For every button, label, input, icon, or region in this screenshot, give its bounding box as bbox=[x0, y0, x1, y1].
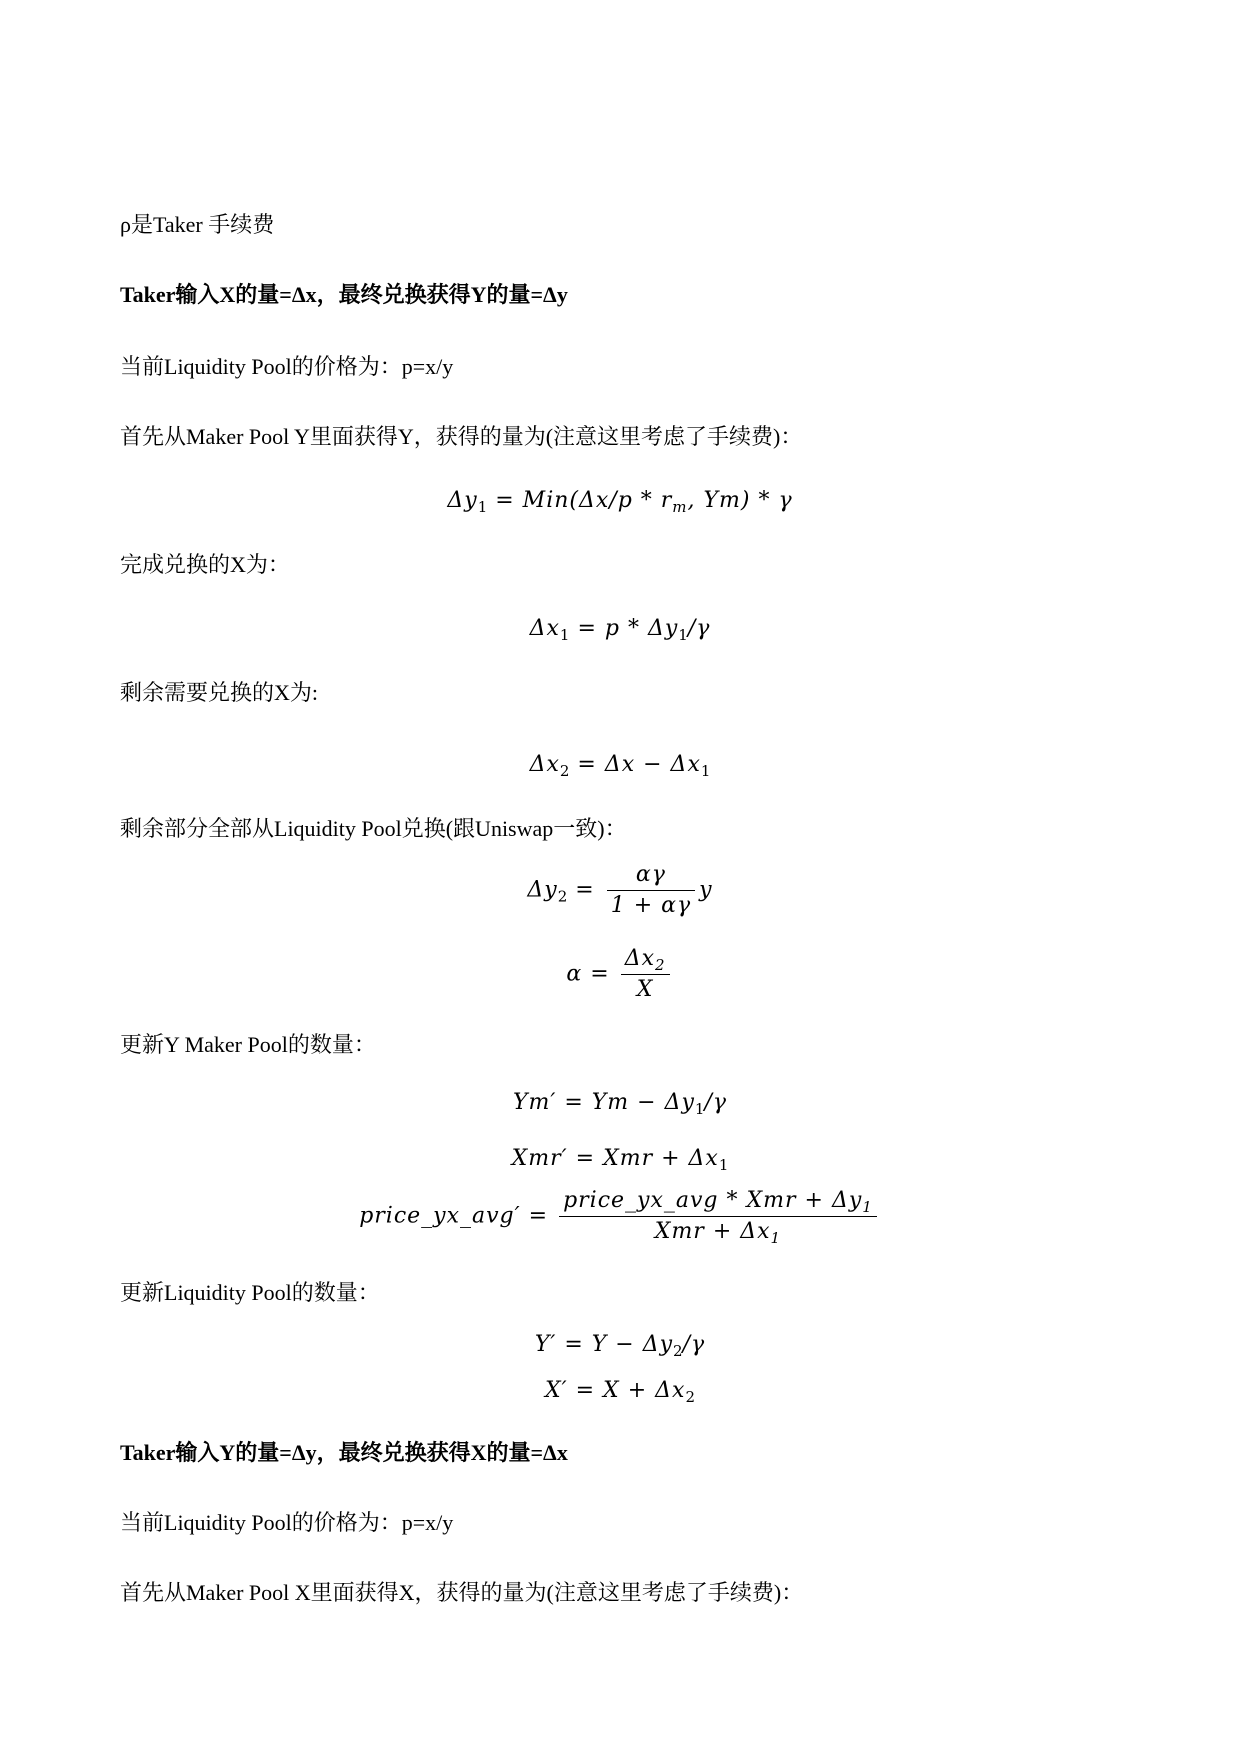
completed-x-label: 完成兑换的X为： bbox=[120, 552, 290, 577]
eq-ym-b: /γ bbox=[704, 1090, 728, 1115]
eq-dy1-right-b: , Ym) * γ bbox=[687, 488, 793, 513]
sub-2: 2 bbox=[559, 762, 570, 780]
eq-price-left: price_yx_avg′ = bbox=[359, 1203, 549, 1229]
fraction-alpha bbox=[621, 944, 670, 1005]
frac-numerator: price_yx_avg * Xmr + $\Delta y_1$ bbox=[563, 1188, 873, 1216]
sub-1: 1 bbox=[477, 498, 488, 516]
equation-ym-prime bbox=[0, 1088, 1240, 1118]
eq-y-b: /γ bbox=[682, 1332, 706, 1357]
frac-denominator: 1 + αγ bbox=[607, 890, 695, 921]
price-line-2: 当前Liquidity Pool的价格为：p=x/y bbox=[120, 1510, 454, 1535]
section-heading-y-to-x: Taker输入Y的量=Δy，最终兑换获得X的量=Δx bbox=[120, 1440, 568, 1465]
eq-dy2-left: Δy bbox=[527, 877, 558, 903]
eq-x-a: X′ = X + Δx bbox=[544, 1378, 686, 1403]
equation-x-prime bbox=[0, 1376, 1240, 1406]
sub-1: 1 bbox=[559, 626, 570, 644]
frac-denominator: X bbox=[621, 974, 670, 1005]
frac-numerator: αγ bbox=[635, 862, 666, 887]
sub-1: 1 bbox=[694, 1100, 705, 1118]
sub-1: 1 bbox=[678, 626, 688, 644]
sub-2: 2 bbox=[557, 887, 568, 906]
equation-y-prime bbox=[0, 1330, 1240, 1360]
equation-delta-y2: $\Delta y_2$ = $\frac{\alpha\gamma}{1 + \alpha\gamma}$ y bbox=[0, 860, 1240, 921]
eq-dy2-tail: y bbox=[699, 877, 713, 903]
frac-denominator: Xmr + $\Delta x_1$ bbox=[559, 1216, 877, 1247]
eq-ym-a: Ym′ = Ym − Δy bbox=[512, 1090, 695, 1115]
update-liquidity-pool-label: 更新Liquidity Pool的数量： bbox=[120, 1280, 380, 1305]
equation-delta-x1 bbox=[0, 614, 1240, 644]
uniswap-intro: 剩余部分全部从Liquidity Pool兑换(跟Uniswap一致)： bbox=[120, 816, 627, 841]
equation-xmr-prime bbox=[0, 1144, 1240, 1174]
eq-dx2-right-a: = Δx − Δx bbox=[569, 752, 701, 777]
eq-dx1-right-a: = p * Δy bbox=[569, 616, 679, 641]
eq-xmr-a: Xmr′ = Xmr + Δx bbox=[511, 1146, 719, 1171]
maker-pool-intro: 首先从Maker Pool Y里面获得Y，获得的量为(注意这里考虑了手续费)： bbox=[120, 424, 803, 449]
update-maker-pool-label: 更新Y Maker Pool的数量： bbox=[120, 1032, 376, 1057]
eq-dx1-right-b: /γ bbox=[687, 616, 711, 641]
sub-1: 1 bbox=[700, 762, 711, 780]
eq-dx1-left: Δx bbox=[529, 616, 560, 641]
sub-2: 2 bbox=[673, 1342, 683, 1360]
fraction-price-avg bbox=[559, 1186, 877, 1247]
frac-numerator: $\Delta x_2$ bbox=[624, 946, 666, 974]
sub-2: 2 bbox=[685, 1388, 695, 1406]
equation-delta-x2 bbox=[0, 750, 1240, 780]
eq-alpha-left: α = bbox=[566, 961, 610, 987]
equation-delta-y1 bbox=[0, 486, 1240, 516]
eq-dy1-right-a: = Min(Δx/p * r bbox=[487, 488, 673, 513]
price-line: 当前Liquidity Pool的价格为：p=x/y bbox=[120, 354, 454, 379]
sub-m: m bbox=[672, 498, 688, 516]
section-heading-x-to-y: Taker输入X的量=Δx，最终兑换获得Y的量=Δy bbox=[120, 282, 568, 307]
fraction-alpha-gamma bbox=[607, 860, 695, 921]
sub-1: 1 bbox=[718, 1156, 729, 1174]
eq-y-a: Y′ = Y − Δy bbox=[534, 1332, 674, 1357]
remaining-x-label: 剩余需要兑换的X为: bbox=[120, 680, 319, 705]
eq-dy1-left: Δy bbox=[447, 488, 478, 513]
rho-note: ρ是Taker 手续费 bbox=[120, 212, 275, 237]
eq-dx2-left: Δx bbox=[529, 752, 560, 777]
equation-price-avg bbox=[0, 1186, 1240, 1247]
maker-pool-intro-2: 首先从Maker Pool X里面获得X，获得的量为(注意这里考虑了手续费)： bbox=[120, 1580, 804, 1605]
equation-alpha bbox=[0, 944, 1240, 1005]
